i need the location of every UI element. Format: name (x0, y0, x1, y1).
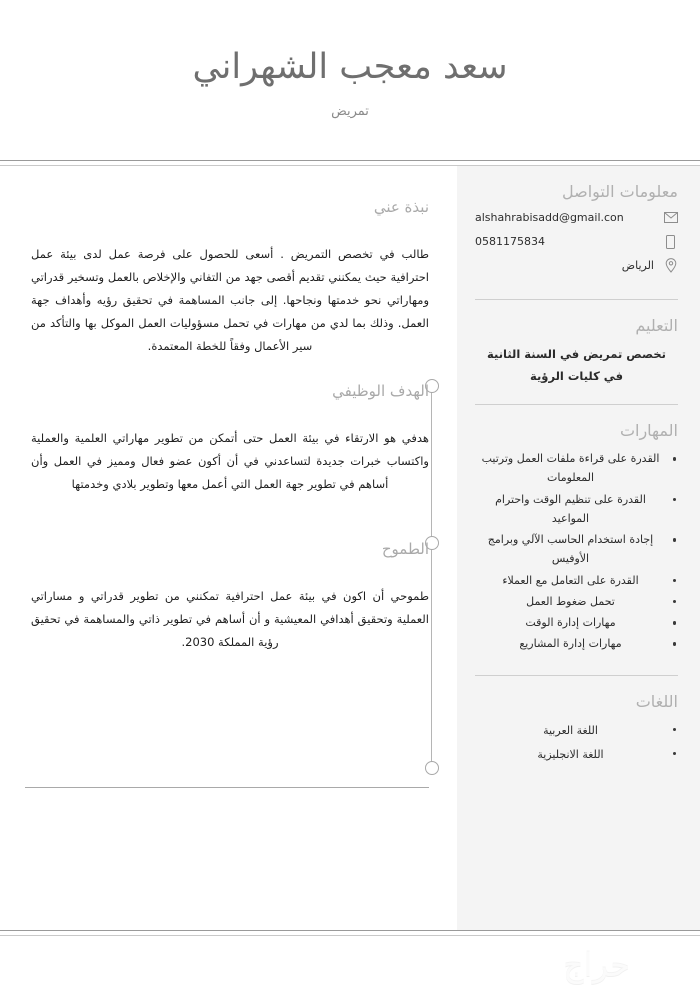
contact-item-location[interactable] (475, 258, 678, 273)
contact-heading: معلومات التواصل (561, 182, 678, 201)
timeline-line (431, 390, 432, 772)
contact-list (475, 210, 678, 288)
contact-location-value: الرياض (621, 259, 654, 273)
education-entry (475, 344, 678, 393)
main-content (0, 166, 457, 930)
list-item: إجادة استخدام الحاسب الآلي وبرامج الأوفيس (475, 530, 678, 569)
languages-heading: اللغات (635, 691, 678, 711)
page-title: سعد معجب الشهراني (192, 47, 508, 87)
contact-phone-value: 0581175834 (475, 235, 545, 249)
objective-heading: الهدف الوظيفي (332, 382, 429, 401)
ambition-body: طموحي أن اكون في بيئة عمل احترافية تمكنني من تطوير قدراتي و مساراتي العملية وتحقيق أهدافي المعيشية و أن أساهم في تطوير ذاتي والمساهمة في تحقيق رؤية المملكة 2030. (31, 588, 429, 649)
education-heading: التعليم (635, 316, 678, 336)
list-item: مهارات إدارة المشاريع (475, 634, 678, 653)
section-ambition (25, 528, 429, 665)
list-item: القدرة على قراءة ملفات العمل وترتيب المعلومات (475, 449, 678, 488)
contact-email-value: alshahrabisadd@gmail.con (475, 211, 624, 225)
section-objective (25, 370, 429, 507)
sidebar-section-languages (475, 676, 678, 776)
timeline-dot-end (425, 761, 439, 775)
list-item: القدرة على التعامل مع العملاء (475, 571, 678, 590)
location-pin-icon (663, 258, 678, 273)
objective-body: هدفي هو الارتقاء في بيئة العمل حتى أتمكن من تطوير مهاراتي العلمية والعملية واكتساب خبرات جديدة لتساعدني في أن أكون عضو فعال ومميز في العمل وأن أساهم في تطوير جهة العمل التي أعمل معها وتطوير بلادي وخدمتها (31, 430, 429, 491)
about-heading: نبذة عني (373, 198, 429, 217)
list-item: اللغة الانجليزية (475, 744, 678, 766)
contact-item-phone[interactable] (475, 234, 678, 249)
footer-watermark-area (0, 936, 700, 990)
about-body: طالب في تخصص التمريض . أسعى للحصول على فرصة عمل لدى بيئة عمل احترافية حيث يمكنني تقديم أقصى جهد من التفاني والإخلاص بالعمل وتسخير قدراتي ومهاراتي نحو خدمتها ونجاحها. إلى جانب المساهمة في تحقيق رؤيه وأهداف جهة العمل. وذلك بما لدي من مهارات في تحمل مسؤوليات العمل الموكل بها والتأكد من سير الأعمال وفقاً للخطة المعتمدة. (31, 246, 429, 353)
main-bottom-divider (25, 787, 429, 788)
list-item: مهارات إدارة الوقت (475, 613, 678, 632)
list-item: القدرة على تنظيم الوقت واحترام المواعيد (475, 490, 678, 529)
envelope-icon (663, 210, 678, 225)
job-title-subtitle: تمريض (331, 104, 369, 119)
ambition-heading: الطموح (381, 540, 429, 559)
education-line: في كليات الرؤية (530, 368, 623, 383)
cv-header (0, 0, 700, 160)
sidebar (457, 166, 700, 930)
skills-list (475, 449, 678, 664)
education-line: تخصص تمريض في السنة الثانية (487, 347, 666, 362)
list-item: اللغة العربية (475, 720, 678, 742)
sidebar-section-skills (475, 405, 678, 664)
sidebar-section-education (475, 300, 678, 393)
list-item: تحمل ضغوط العمل (475, 592, 678, 611)
phone-icon (663, 234, 678, 249)
skills-heading: المهارات (619, 420, 678, 440)
contact-item-email[interactable] (475, 210, 678, 225)
languages-list (475, 720, 678, 776)
section-about (25, 186, 429, 369)
sidebar-section-contact (475, 166, 678, 288)
watermark-text: حراج (563, 946, 630, 984)
